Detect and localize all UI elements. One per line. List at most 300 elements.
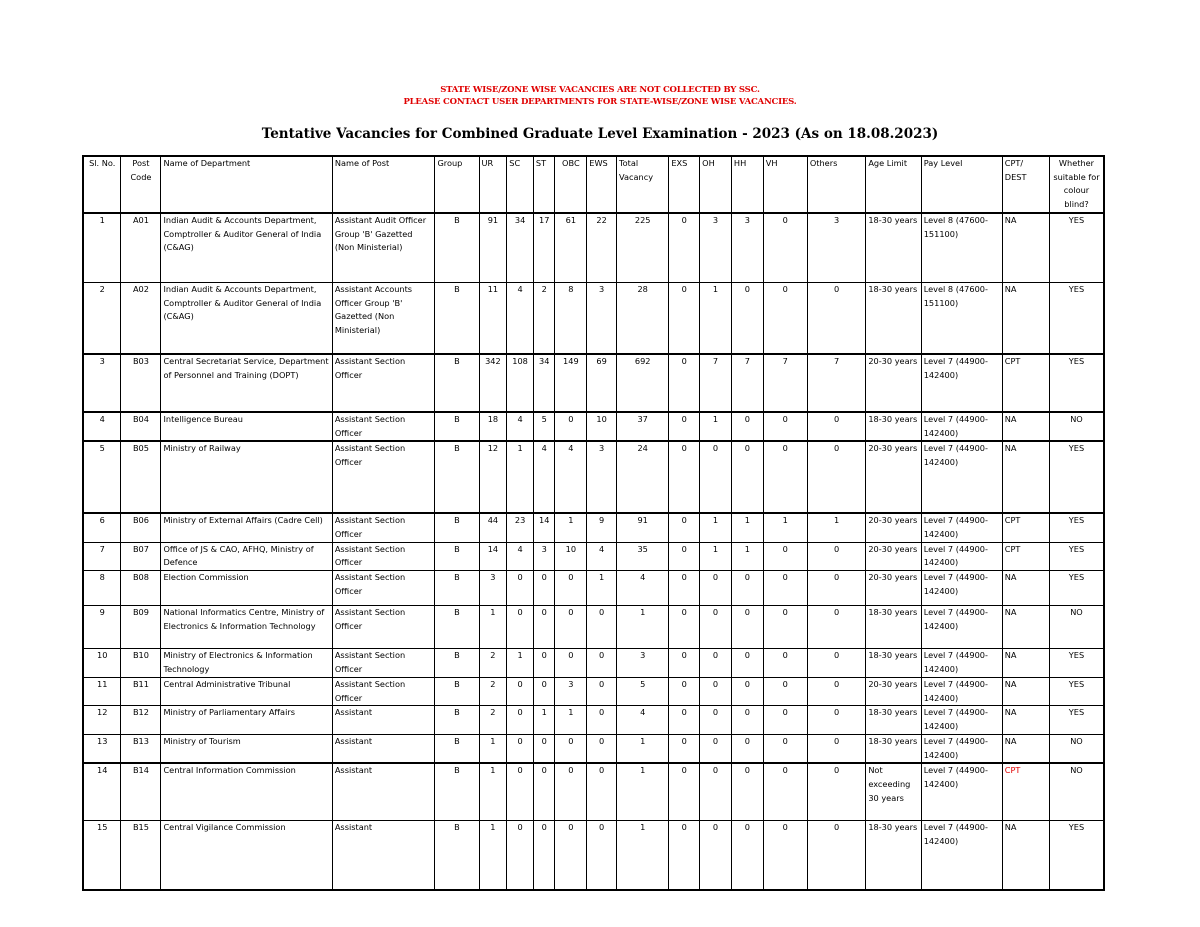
cell-st: 0 xyxy=(533,821,555,891)
cell-ews: 0 xyxy=(587,606,617,649)
cell-group: B xyxy=(435,354,479,412)
cell-colour-blind: YES xyxy=(1049,706,1104,734)
cell-pay-level: Level 7 (44900-142400) xyxy=(921,513,1002,542)
cell-ur: 1 xyxy=(479,763,507,821)
cell-obc: 10 xyxy=(555,542,587,570)
cell-cpt-dest: CPT xyxy=(1002,763,1049,821)
cell-others: 0 xyxy=(807,706,865,734)
cell-department-name: Central Information Commission xyxy=(161,763,332,821)
cell-total-vacancy: 91 xyxy=(617,513,669,542)
cell-oh: 1 xyxy=(700,282,732,354)
col-header: Group xyxy=(435,156,479,213)
col-header: ST xyxy=(533,156,555,213)
cell-total-vacancy: 1 xyxy=(617,606,669,649)
cell-cpt-dest: NA xyxy=(1002,606,1049,649)
cell-obc: 0 xyxy=(555,821,587,891)
cell-hh: 3 xyxy=(731,213,763,283)
cell-ews: 0 xyxy=(587,678,617,706)
table-row xyxy=(83,606,1104,649)
cell-sl-no: 7 xyxy=(83,542,121,570)
cell-age-limit: 20-30 years xyxy=(866,354,921,412)
cell-post-name: Assistant Section Officer xyxy=(332,571,435,606)
cell-obc: 0 xyxy=(555,571,587,606)
cell-st: 17 xyxy=(533,213,555,283)
cell-ews: 0 xyxy=(587,706,617,734)
cell-sc: 4 xyxy=(507,542,534,570)
cell-department-name: Ministry of Railway xyxy=(161,441,332,513)
cell-ur: 1 xyxy=(479,821,507,891)
cell-post-code: B15 xyxy=(121,821,161,891)
col-header: OH xyxy=(700,156,732,213)
cell-sc: 1 xyxy=(507,649,534,678)
col-header: Post Code xyxy=(121,156,161,213)
cell-pay-level: Level 7 (44900-142400) xyxy=(921,571,1002,606)
cell-vh: 0 xyxy=(763,706,807,734)
cell-oh: 0 xyxy=(700,734,732,763)
cell-post-name: Assistant Section Officer xyxy=(332,649,435,678)
cell-cpt-dest: CPT xyxy=(1002,542,1049,570)
cell-post-name: Assistant Section Officer xyxy=(332,354,435,412)
vacancy-table xyxy=(82,155,1105,891)
cell-sc: 0 xyxy=(507,734,534,763)
table-row xyxy=(83,821,1104,891)
cell-sl-no: 5 xyxy=(83,441,121,513)
notice-line-1: STATE WISE/ZONE WISE VACANCIES ARE NOT COLLECTED BY SSC. xyxy=(440,85,760,95)
cell-group: B xyxy=(435,678,479,706)
table-row xyxy=(83,734,1104,763)
cell-colour-blind: NO xyxy=(1049,412,1104,441)
cell-sc: 4 xyxy=(507,412,534,441)
cell-age-limit: 20-30 years xyxy=(866,678,921,706)
col-header: Sl. No. xyxy=(83,156,121,213)
cell-department-name: Intelligence Bureau xyxy=(161,412,332,441)
cell-colour-blind: YES xyxy=(1049,821,1104,891)
cell-pay-level: Level 8 (47600-151100) xyxy=(921,213,1002,283)
col-header: OBC xyxy=(555,156,587,213)
cell-others: 0 xyxy=(807,821,865,891)
cell-total-vacancy: 4 xyxy=(617,706,669,734)
cell-st: 1 xyxy=(533,706,555,734)
cell-obc: 8 xyxy=(555,282,587,354)
cell-department-name: Ministry of Electronics & Information Technology xyxy=(161,649,332,678)
cell-obc: 0 xyxy=(555,606,587,649)
cell-exs: 0 xyxy=(669,678,700,706)
cell-department-name: Ministry of Parliamentary Affairs xyxy=(161,706,332,734)
cell-vh: 0 xyxy=(763,441,807,513)
cell-st: 0 xyxy=(533,571,555,606)
cell-oh: 1 xyxy=(700,542,732,570)
cell-obc: 0 xyxy=(555,412,587,441)
cell-post-name: Assistant xyxy=(332,763,435,821)
cell-pay-level: Level 7 (44900-142400) xyxy=(921,412,1002,441)
cell-post-code: B06 xyxy=(121,513,161,542)
cell-hh: 0 xyxy=(731,571,763,606)
col-header: EXS xyxy=(669,156,700,213)
cell-department-name: National Informatics Centre, Ministry of Electronics & Information Technology xyxy=(161,606,332,649)
cell-hh: 1 xyxy=(731,542,763,570)
table-row xyxy=(83,649,1104,678)
cell-others: 0 xyxy=(807,678,865,706)
cell-hh: 0 xyxy=(731,821,763,891)
cell-sl-no: 3 xyxy=(83,354,121,412)
cell-age-limit: 20-30 years xyxy=(866,441,921,513)
cell-ews: 10 xyxy=(587,412,617,441)
cell-obc: 149 xyxy=(555,354,587,412)
cell-exs: 0 xyxy=(669,606,700,649)
cell-sl-no: 11 xyxy=(83,678,121,706)
cell-ews: 3 xyxy=(587,282,617,354)
cell-colour-blind: YES xyxy=(1049,441,1104,513)
cell-exs: 0 xyxy=(669,734,700,763)
cell-oh: 1 xyxy=(700,412,732,441)
cell-group: B xyxy=(435,649,479,678)
cell-obc: 0 xyxy=(555,734,587,763)
cell-ews: 0 xyxy=(587,763,617,821)
cell-colour-blind: YES xyxy=(1049,678,1104,706)
cell-obc: 61 xyxy=(555,213,587,283)
cell-cpt-dest: NA xyxy=(1002,571,1049,606)
cell-others: 0 xyxy=(807,571,865,606)
cell-colour-blind: NO xyxy=(1049,606,1104,649)
cell-post-code: B10 xyxy=(121,649,161,678)
table-header-row xyxy=(83,156,1104,213)
cell-exs: 0 xyxy=(669,354,700,412)
cell-cpt-dest: NA xyxy=(1002,678,1049,706)
cell-vh: 0 xyxy=(763,734,807,763)
cell-exs: 0 xyxy=(669,821,700,891)
cell-ur: 91 xyxy=(479,213,507,283)
cell-oh: 0 xyxy=(700,678,732,706)
cell-department-name: Indian Audit & Accounts Department, Comptroller & Auditor General of India (C&AG) xyxy=(161,213,332,283)
cell-st: 0 xyxy=(533,649,555,678)
cell-sc: 4 xyxy=(507,282,534,354)
cell-hh: 7 xyxy=(731,354,763,412)
cell-cpt-dest: NA xyxy=(1002,706,1049,734)
cell-exs: 0 xyxy=(669,571,700,606)
cell-ur: 44 xyxy=(479,513,507,542)
cell-colour-blind: YES xyxy=(1049,354,1104,412)
cell-pay-level: Level 8 (47600-151100) xyxy=(921,282,1002,354)
cell-st: 0 xyxy=(533,678,555,706)
cell-post-name: Assistant Audit Officer Group 'B' Gazetted (Non Ministerial) xyxy=(332,213,435,283)
cell-cpt-dest: NA xyxy=(1002,649,1049,678)
cell-st: 0 xyxy=(533,763,555,821)
table-row xyxy=(83,282,1104,354)
cell-pay-level: Level 7 (44900-142400) xyxy=(921,734,1002,763)
notice-line-2: PLEASE CONTACT USER DEPARTMENTS FOR STATE-WISE/ZONE WISE VACANCIES. xyxy=(403,97,797,107)
cell-others: 0 xyxy=(807,282,865,354)
cell-post-name: Assistant Section Officer xyxy=(332,513,435,542)
cell-age-limit: 20-30 years xyxy=(866,513,921,542)
col-header: Name of Post xyxy=(332,156,435,213)
cell-ur: 1 xyxy=(479,734,507,763)
table-row xyxy=(83,678,1104,706)
cell-oh: 0 xyxy=(700,821,732,891)
cell-group: B xyxy=(435,763,479,821)
cell-cpt-dest: NA xyxy=(1002,282,1049,354)
cell-post-name: Assistant xyxy=(332,706,435,734)
cell-others: 0 xyxy=(807,734,865,763)
col-header: EWS xyxy=(587,156,617,213)
col-header: HH xyxy=(731,156,763,213)
cell-oh: 3 xyxy=(700,213,732,283)
notice xyxy=(0,84,1200,108)
cell-age-limit: Not exceeding 30 years xyxy=(866,763,921,821)
cell-exs: 0 xyxy=(669,649,700,678)
table-row xyxy=(83,763,1104,821)
cell-department-name: Central Secretariat Service, Department of Personnel and Training (DOPT) xyxy=(161,354,332,412)
cell-hh: 0 xyxy=(731,649,763,678)
cell-st: 5 xyxy=(533,412,555,441)
cell-st: 0 xyxy=(533,734,555,763)
cell-age-limit: 20-30 years xyxy=(866,571,921,606)
cell-exs: 0 xyxy=(669,441,700,513)
cell-exs: 0 xyxy=(669,282,700,354)
cell-pay-level: Level 7 (44900-142400) xyxy=(921,354,1002,412)
cell-hh: 1 xyxy=(731,513,763,542)
cell-sl-no: 15 xyxy=(83,821,121,891)
cell-hh: 0 xyxy=(731,678,763,706)
cell-colour-blind: YES xyxy=(1049,571,1104,606)
cell-exs: 0 xyxy=(669,513,700,542)
cell-obc: 3 xyxy=(555,678,587,706)
col-header: UR xyxy=(479,156,507,213)
cell-department-name: Central Administrative Tribunal xyxy=(161,678,332,706)
cell-group: B xyxy=(435,542,479,570)
cell-post-code: B12 xyxy=(121,706,161,734)
cell-pay-level: Level 7 (44900-142400) xyxy=(921,821,1002,891)
table-row xyxy=(83,513,1104,542)
cell-st: 0 xyxy=(533,606,555,649)
cell-cpt-dest: NA xyxy=(1002,734,1049,763)
cell-vh: 0 xyxy=(763,649,807,678)
cell-group: B xyxy=(435,441,479,513)
cell-exs: 0 xyxy=(669,706,700,734)
cell-oh: 0 xyxy=(700,571,732,606)
cell-ews: 0 xyxy=(587,734,617,763)
cell-sc: 0 xyxy=(507,606,534,649)
cell-vh: 0 xyxy=(763,542,807,570)
cell-post-code: B03 xyxy=(121,354,161,412)
cell-hh: 0 xyxy=(731,282,763,354)
cell-obc: 0 xyxy=(555,649,587,678)
col-header: Others xyxy=(807,156,865,213)
cell-pay-level: Level 7 (44900-142400) xyxy=(921,649,1002,678)
cell-ur: 342 xyxy=(479,354,507,412)
cell-post-name: Assistant Section Officer xyxy=(332,542,435,570)
cell-obc: 1 xyxy=(555,513,587,542)
cell-post-name: Assistant Accounts Officer Group 'B' Gazetted (Non Ministerial) xyxy=(332,282,435,354)
cell-oh: 0 xyxy=(700,649,732,678)
cell-post-code: B13 xyxy=(121,734,161,763)
cell-ur: 2 xyxy=(479,649,507,678)
cell-group: B xyxy=(435,213,479,283)
cell-others: 0 xyxy=(807,441,865,513)
cell-vh: 0 xyxy=(763,412,807,441)
cell-ur: 2 xyxy=(479,678,507,706)
table-body xyxy=(83,213,1104,890)
cell-post-code: B11 xyxy=(121,678,161,706)
cell-group: B xyxy=(435,734,479,763)
cell-colour-blind: YES xyxy=(1049,282,1104,354)
col-header: Age Limit xyxy=(866,156,921,213)
cell-department-name: Election Commission xyxy=(161,571,332,606)
cell-age-limit: 18-30 years xyxy=(866,213,921,283)
cell-age-limit: 18-30 years xyxy=(866,706,921,734)
page-title: Tentative Vacancies for Combined Graduate Level Examination - 2023 (As on 18.08.2023) xyxy=(261,126,939,142)
cell-oh: 0 xyxy=(700,606,732,649)
cell-total-vacancy: 3 xyxy=(617,649,669,678)
table-row xyxy=(83,412,1104,441)
cell-pay-level: Level 7 (44900-142400) xyxy=(921,606,1002,649)
cell-colour-blind: YES xyxy=(1049,213,1104,283)
cell-ur: 2 xyxy=(479,706,507,734)
cell-age-limit: 18-30 years xyxy=(866,412,921,441)
cell-total-vacancy: 37 xyxy=(617,412,669,441)
cell-post-code: B07 xyxy=(121,542,161,570)
cell-post-code: B05 xyxy=(121,441,161,513)
cell-group: B xyxy=(435,706,479,734)
cell-vh: 0 xyxy=(763,678,807,706)
cell-ur: 12 xyxy=(479,441,507,513)
cell-post-code: A02 xyxy=(121,282,161,354)
cell-post-name: Assistant Section Officer xyxy=(332,606,435,649)
cell-ews: 69 xyxy=(587,354,617,412)
cell-total-vacancy: 28 xyxy=(617,282,669,354)
cell-sl-no: 6 xyxy=(83,513,121,542)
cell-sl-no: 8 xyxy=(83,571,121,606)
cell-others: 0 xyxy=(807,649,865,678)
cell-ur: 1 xyxy=(479,606,507,649)
cell-department-name: Indian Audit & Accounts Department, Comptroller & Auditor General of India (C&AG) xyxy=(161,282,332,354)
cell-department-name: Ministry of Tourism xyxy=(161,734,332,763)
cell-department-name: Central Vigilance Commission xyxy=(161,821,332,891)
cell-vh: 7 xyxy=(763,354,807,412)
cell-cpt-dest: CPT xyxy=(1002,354,1049,412)
cell-hh: 0 xyxy=(731,441,763,513)
cell-group: B xyxy=(435,606,479,649)
table-row xyxy=(83,213,1104,283)
cell-others: 0 xyxy=(807,606,865,649)
cell-colour-blind: NO xyxy=(1049,763,1104,821)
cell-st: 4 xyxy=(533,441,555,513)
cell-cpt-dest: NA xyxy=(1002,441,1049,513)
cell-pay-level: Level 7 (44900-142400) xyxy=(921,763,1002,821)
cell-department-name: Ministry of External Affairs (Cadre Cell) xyxy=(161,513,332,542)
cell-age-limit: 18-30 years xyxy=(866,734,921,763)
cell-post-code: B14 xyxy=(121,763,161,821)
cell-ews: 22 xyxy=(587,213,617,283)
cell-ur: 18 xyxy=(479,412,507,441)
cell-group: B xyxy=(435,282,479,354)
cell-hh: 0 xyxy=(731,706,763,734)
table-row xyxy=(83,354,1104,412)
cell-obc: 4 xyxy=(555,441,587,513)
cell-hh: 0 xyxy=(731,412,763,441)
cell-pay-level: Level 7 (44900-142400) xyxy=(921,441,1002,513)
table-row xyxy=(83,542,1104,570)
cell-cpt-dest: NA xyxy=(1002,213,1049,283)
cell-total-vacancy: 1 xyxy=(617,821,669,891)
cell-post-name: Assistant Section Officer xyxy=(332,678,435,706)
cell-cpt-dest: NA xyxy=(1002,412,1049,441)
cell-department-name: Office of JS & CAO, AFHQ, Ministry of Defence xyxy=(161,542,332,570)
cell-sc: 108 xyxy=(507,354,534,412)
cell-pay-level: Level 7 (44900-142400) xyxy=(921,542,1002,570)
cell-age-limit: 18-30 years xyxy=(866,821,921,891)
cell-post-name: Assistant xyxy=(332,734,435,763)
cell-pay-level: Level 7 (44900-142400) xyxy=(921,678,1002,706)
cell-ews: 0 xyxy=(587,649,617,678)
cell-total-vacancy: 35 xyxy=(617,542,669,570)
cell-ur: 14 xyxy=(479,542,507,570)
cell-colour-blind: NO xyxy=(1049,734,1104,763)
cell-vh: 0 xyxy=(763,821,807,891)
cell-ews: 9 xyxy=(587,513,617,542)
cell-ews: 3 xyxy=(587,441,617,513)
col-header: SC xyxy=(507,156,534,213)
cell-hh: 0 xyxy=(731,734,763,763)
cell-sc: 0 xyxy=(507,821,534,891)
cell-sl-no: 10 xyxy=(83,649,121,678)
cell-sl-no: 1 xyxy=(83,213,121,283)
cell-vh: 0 xyxy=(763,213,807,283)
table-row xyxy=(83,571,1104,606)
cell-oh: 1 xyxy=(700,513,732,542)
cell-st: 34 xyxy=(533,354,555,412)
cell-sl-no: 9 xyxy=(83,606,121,649)
cell-others: 3 xyxy=(807,213,865,283)
table-row xyxy=(83,706,1104,734)
cell-oh: 0 xyxy=(700,706,732,734)
cell-total-vacancy: 4 xyxy=(617,571,669,606)
col-header: Whether suitable for colour blind? xyxy=(1049,156,1104,213)
cell-total-vacancy: 24 xyxy=(617,441,669,513)
cell-others: 0 xyxy=(807,542,865,570)
cell-ews: 0 xyxy=(587,821,617,891)
cell-vh: 0 xyxy=(763,282,807,354)
cell-colour-blind: YES xyxy=(1049,542,1104,570)
cell-vh: 0 xyxy=(763,571,807,606)
col-header: VH xyxy=(763,156,807,213)
cell-ews: 4 xyxy=(587,542,617,570)
cell-obc: 0 xyxy=(555,763,587,821)
cell-sc: 0 xyxy=(507,706,534,734)
cell-sl-no: 13 xyxy=(83,734,121,763)
cell-sl-no: 14 xyxy=(83,763,121,821)
cell-sc: 0 xyxy=(507,763,534,821)
cell-st: 2 xyxy=(533,282,555,354)
cell-group: B xyxy=(435,412,479,441)
cell-colour-blind: YES xyxy=(1049,649,1104,678)
cell-ur: 11 xyxy=(479,282,507,354)
cell-oh: 7 xyxy=(700,354,732,412)
cell-total-vacancy: 1 xyxy=(617,734,669,763)
table-row xyxy=(83,441,1104,513)
cell-post-name: Assistant Section Officer xyxy=(332,441,435,513)
col-header: Total Vacancy xyxy=(617,156,669,213)
cell-hh: 0 xyxy=(731,606,763,649)
cell-st: 3 xyxy=(533,542,555,570)
cell-vh: 1 xyxy=(763,513,807,542)
cell-sl-no: 12 xyxy=(83,706,121,734)
cell-group: B xyxy=(435,821,479,891)
cell-sc: 34 xyxy=(507,213,534,283)
cell-sc: 1 xyxy=(507,441,534,513)
col-header: CPT/ DEST xyxy=(1002,156,1049,213)
cell-oh: 0 xyxy=(700,441,732,513)
col-header: Name of Department xyxy=(161,156,332,213)
